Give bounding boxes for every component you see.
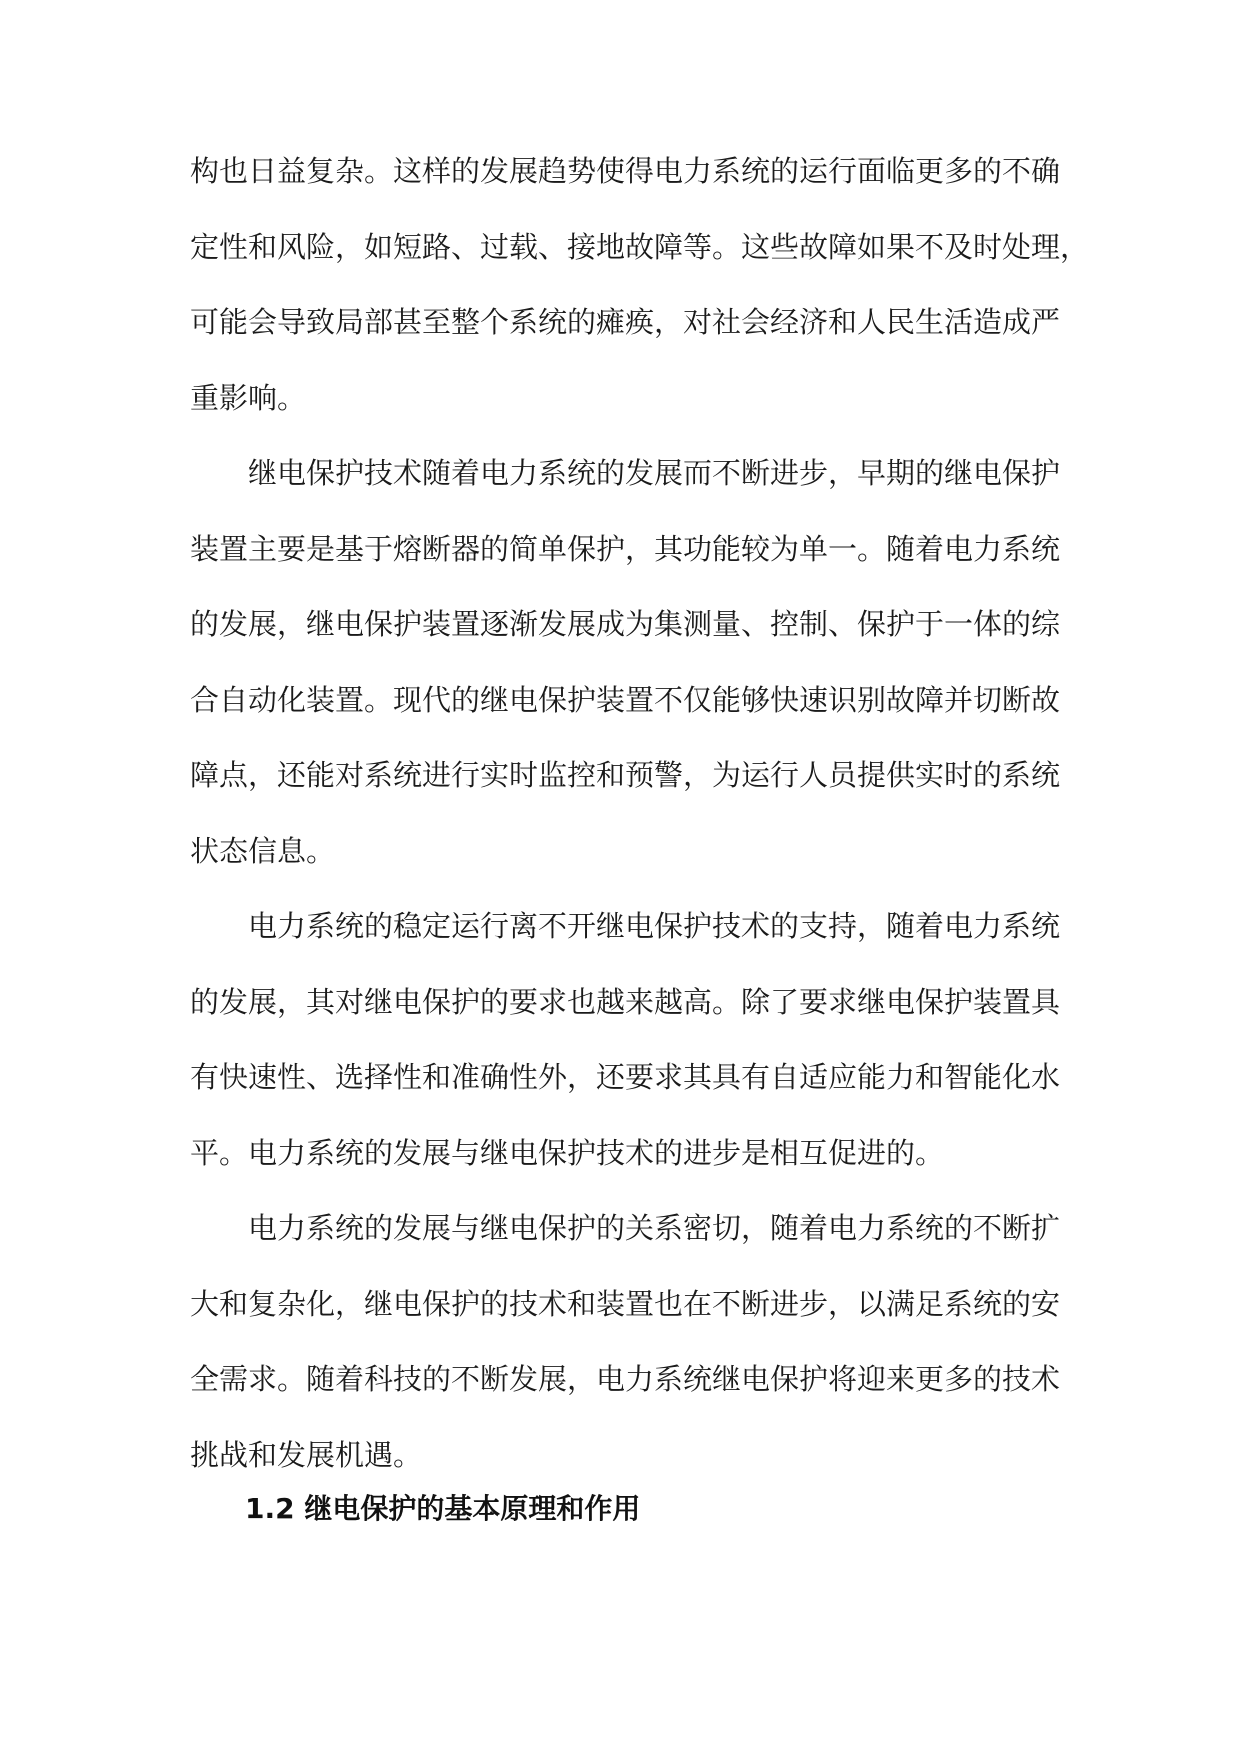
- paragraph-2-line-2: 装置主要是基于熔断器的简单保护，其功能较为单一。随着电力系统: [190, 532, 1061, 566]
- paragraph-3-line-4: 平。电力系统的发展与继电保护技术的进步是相互促进的。: [190, 1136, 945, 1170]
- paragraph-3-line-3: 有快速性、选择性和准确性外，还要求其具有自适应能力和智能化水: [190, 1060, 1061, 1094]
- paragraph-2-line-5: 障点，还能对系统进行实时监控和预警，为运行人员提供实时的系统: [190, 758, 1061, 792]
- paragraph-2-line-3: 的发展，继电保护装置逐渐发展成为集测量、控制、保护于一体的综: [190, 607, 1061, 641]
- paragraph-1-line-2: 定性和风险，如短路、过载、接地故障等。这些故障如果不及时处理，: [190, 230, 1090, 264]
- paragraph-2-line-4: 合自动化装置。现代的继电保护装置不仅能够快速识别故障并切断故: [190, 683, 1061, 717]
- paragraph-2-line-1: 继电保护技术随着电力系统的发展而不断进步，早期的继电保护: [248, 456, 1061, 490]
- paragraph-4-line-2: 大和复杂化，继电保护的技术和装置也在不断进步，以满足系统的安: [190, 1287, 1061, 1321]
- paragraph-1-line-3: 可能会导致局部甚至整个系统的瘫痪，对社会经济和人民生活造成严: [190, 305, 1061, 339]
- paragraph-3-line-1: 电力系统的稳定运行离不开继电保护技术的支持，随着电力系统: [248, 909, 1061, 943]
- section-heading: 1.2 继电保护的基本原理和作用: [245, 1492, 641, 1525]
- paragraph-4-line-3: 全需求。随着科技的不断发展，电力系统继电保护将迎来更多的技术: [190, 1362, 1061, 1396]
- paragraph-4-line-1: 电力系统的发展与继电保护的关系密切，随着电力系统的不断扩: [248, 1211, 1061, 1245]
- paragraph-3-line-2: 的发展，其对继电保护的要求也越来越高。除了要求继电保护装置具: [190, 985, 1061, 1019]
- paragraph-1-line-1: 构也日益复杂。这样的发展趋势使得电力系统的运行面临更多的不确: [190, 154, 1061, 188]
- paragraph-1-line-4: 重影响。: [190, 381, 307, 415]
- paragraph-4-line-4: 挑战和发展机遇。: [190, 1438, 423, 1472]
- paragraph-2-line-6: 状态信息。: [190, 834, 336, 868]
